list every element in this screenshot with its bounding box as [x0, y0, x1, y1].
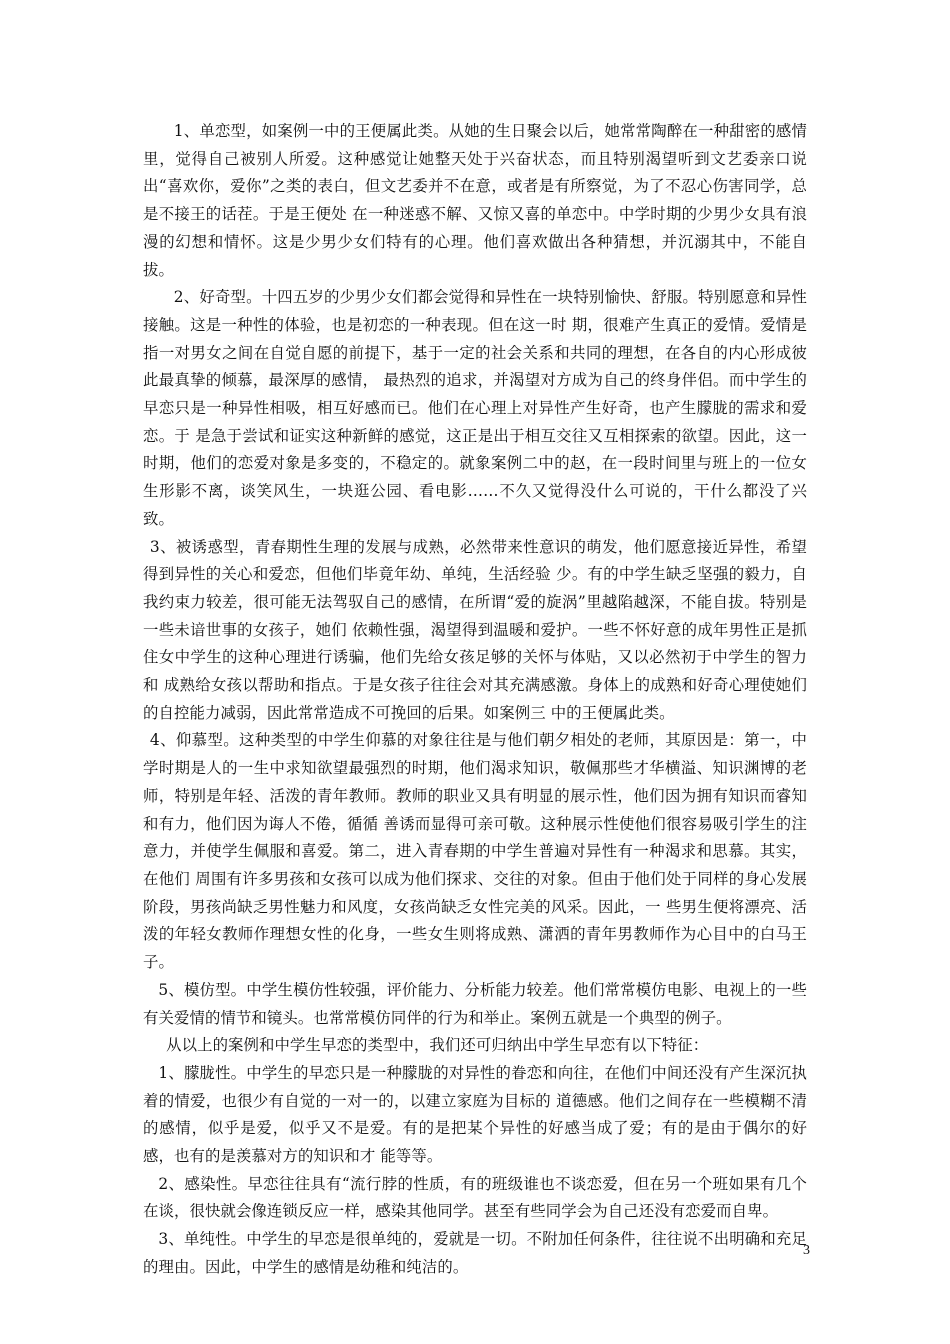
paragraph-single-love-type: 1、单恋型，如案例一中的王便属此类。从她的生日聚会以后，她常常陶醉在一种甜密的感情里，觉得自己被别人所爱。这种感觉让她整天处于兴奋状态，而且特别渴望听到文艺委亲口说出“喜欢你，爱你”之类的表白，但文艺委并不在意，或者是有所察觉，为了不忍心伤害同学，总是不接王的话茬。于是王便处 在一种迷惑不解、又惊又喜的单恋中。中学时期的少男少女具有浪漫的幻想和情怀。这是少男少女们特有的心理。他们喜欢做出各种猜想，并沉溺其中，不能自拔。	[143, 122, 807, 279]
paragraph-imitation-type: 5、模仿型。中学生模仿性较强，评价能力、分析能力较差。他们常常模仿电影、电视上的一些有关爱情的情节和镜头。也常常模仿同伴的行为和举止。案例五就是一个典型的例子。	[143, 980, 807, 1027]
page-number: 3	[803, 1243, 810, 1258]
paragraph-contagion-feature: 2、感染性。早恋往往具有“流行脖的性质，有的班级谁也不谈恋爱，但在另一个班如果有几个在谈，很快就会像连锁反应一样，感染其他同学。甚至有些同学会为自己还没有恋爱而自卑。	[143, 1174, 807, 1221]
paragraph-curiosity-type: 2、好奇型。十四五岁的少男少女们都会觉得和异性在一块特别愉快、舒服。特别愿意和异性接触。这是一种性的体验，也是初恋的一种表现。但在这一时 期，很难产生真正的爱情。爱情是指一对男女之间在自觉自愿的前提下，基于一定的社会关系和共同的理想，在各自的内心形成彼此最真挚的倾慕，最深厚的感情， 最热烈的追求，并渴望对方成为自己的终身伴侣。而中学生的早恋只是一种异性相吸，相互好感而已。他们在心理上对异性产生好奇，也产生朦胧的需求和爱恋。于 是急于尝试和证实这种新鲜的感觉，这正是出于相互交往又互相探索的欲望。因此，这一时期，他们的恋爱对象是多变的，不稳定的。就象案例二中的赵，在一段时间里与班上的一位女生形影不离，谈笑风生，一块逛公园、看电影……不久又觉得没什么可说的，干什么都没了兴致。	[143, 288, 807, 528]
document-body	[143, 118, 807, 1282]
paragraph-features-intro: 从以上的案例和中学生早恋的类型中，我们还可归纳出中学生早恋有以下特征：	[166, 1036, 709, 1055]
paragraph-admiration-type: 4、仰慕型。这种类型的中学生仰慕的对象往往是与他们朝夕相处的老师，其原因是：第一，中学时期是人的一生中求知欲望最强烈的时期，他们渴求知识，敬佩那些才华横溢、知识渊博的老师，特别是年轻、活泼的青年教师。教师的职业又具有明显的展示性，他们因为拥有知识而睿知和有力，他们因为诲人不倦，循循 善诱而显得可亲可敬。这种展示性使他们很容易吸引学生的注意力，并使学生佩服和喜爱。第二，进入青春期的中学生普遍对异性有一种渴求和思慕。其实，在他们 周围有许多男孩和女孩可以成为他们探求、交往的对象。但由于他们处于同样的身心发展阶段，男孩尚缺乏男性魅力和风度，女孩尚缺乏女性完美的风采。因此，一 些男生便将漂亮、活泼的年轻女教师作理想女性的化身，一些女生则将成熟、潇洒的青年男教师作为心目中的白马王子。	[143, 731, 807, 972]
paragraph-vagueness-feature: 1、朦胧性。中学生的早恋只是一种朦胧的对异性的眷恋和向往，在他们中间还没有产生深沉执着的情爱，也很少有自觉的一对一的，以建立家庭为目标的 道德感。他们之间存在一些模糊不清的感情，似乎是爱，似乎又不是爱。有的是把某个异性的好感当成了爱；有的是由于偶尔的好感，也有的是羡慕对方的知识和才 能等等。	[143, 1063, 807, 1166]
paragraph-seduced-type: 3、被诱惑型，青春期性生理的发展与成熟，必然带来性意识的萌发，他们愿意接近异性，希望得到异性的关心和爱恋，但他们毕竟年幼、单纯，生活经验 少。有的中学生缺乏坚强的毅力，自我约束力较差，很可能无法驾驭自己的感情，在所谓“爱的旋涡”里越陷越深，不能自拔。特别是一些未谙世事的女孩子，她们 依赖性强，渴望得到温暖和爱护。一些不怀好意的成年男性正是抓住女中学生的这种心理进行诱骗，他们先给女孩足够的关怀与体贴，又以必然初于中学生的智力和 成熟给女孩以帮助和指点。于是女孩子往往会对其充满感激。身体上的成熟和好奇心理使她们的自控能力减弱，因此常常造成不可挽回的后果。如案例三 中的王便属此类。	[143, 537, 807, 722]
paragraph-simplicity-feature: 3、单纯性。中学生的早恋是很单纯的，爱就是一切。不附加任何条件，往往说不出明确和充足的理由。因此，中学生的感情是幼稚和纯洁的。	[143, 1230, 807, 1276]
